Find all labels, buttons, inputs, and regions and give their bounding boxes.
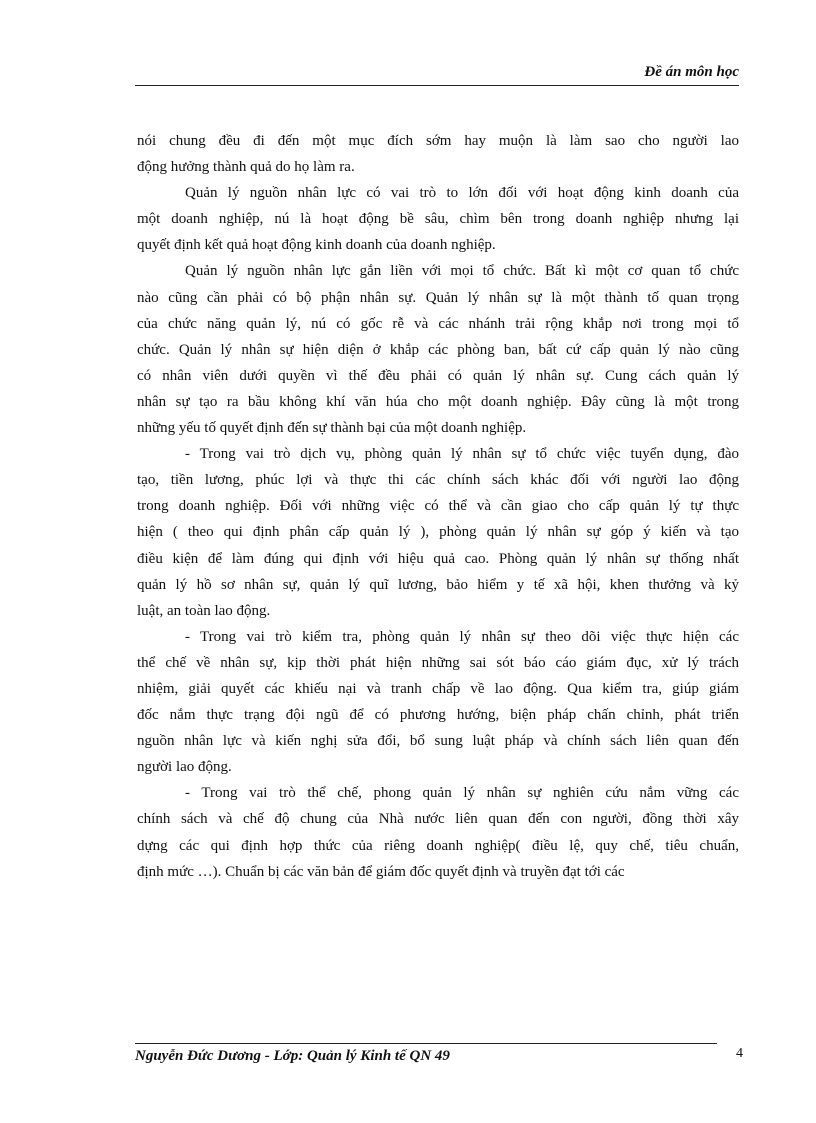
body-line: Quản lý nguồn nhân lực có vai trò to lớn đối với hoạt động kinh doanh của	[185, 185, 739, 202]
page-number: 4	[736, 1046, 743, 1061]
body-line: tạo, tiền lương, phúc lợi và thực thi các chính sách khác đối với người lao động	[137, 472, 739, 489]
body-line: dựng các qui định hợp thức của riêng doanh nghiệp( điều lệ, quy chế, tiêu chuẩn,	[137, 837, 739, 854]
body-line: điều kiện để làm đúng qui định với hiệu quả cao. Phòng quản lý nhân sự thống nhất	[137, 550, 739, 567]
header-title: Đề án môn học	[644, 64, 739, 80]
body-line: đốc nắm thực trạng đội ngũ để có phương hướng, biện pháp chấn chỉnh, phát triển	[137, 707, 739, 724]
body-line: động hưởng thành quả do họ làm ra.	[137, 159, 355, 176]
body-line: - Trong vai trò kiểm tra, phòng quản lý nhân sự theo dõi việc thực hiện các	[185, 628, 739, 645]
body-line: có nhân viên dưới quyền vì thế đều phải có quản lý nhân sự. Cung cách quản lý	[137, 367, 739, 384]
body-line: Quản lý nguồn nhân lực gắn liền với mọi tổ chức. Bất kì một cơ quan tổ chức	[185, 263, 739, 280]
body-line: - Trong vai trò dịch vụ, phòng quản lý nhân sự tổ chức việc tuyển dụng, đào	[185, 446, 739, 463]
body-line: nào cũng cần phải có bộ phận nhân sự. Quản lý nhân sự là một thành tố quan trọng	[137, 289, 739, 306]
body-line: hiện ( theo qui định phân cấp quản lý ), phòng quản lý nhân sự góp ý kiến và tạo	[137, 524, 739, 541]
footer-author: Nguyễn Đức Dương - Lớp: Quản lý Kinh tế QN 49	[135, 1048, 450, 1064]
body-line: một doanh nghiệp, nú là hoạt động bề sâu, chìm bên trong doanh nghiệp nhưng lại	[137, 211, 739, 228]
body-line: nguồn nhân lực và kiến nghị sửa đổi, bổ sung luật pháp và chính sách liên quan đến	[137, 733, 739, 750]
body-line: thể chế về nhân sự, kịp thời phát hiện những sai sót báo cáo giám đục, xử lý trách	[137, 654, 739, 671]
body-line: nói chung đều đi đến một mục đích sớm hay muộn là làm sao cho người lao	[137, 133, 739, 149]
body-line: nhân sự tạo ra bầu không khí văn húa cho một doanh nghiệp. Đây cũng là một trong	[137, 393, 739, 410]
body-line: định mức …). Chuẩn bị các văn bản để giám đốc quyết định và truyền đạt tới các	[137, 863, 625, 880]
body-line: luật, an toàn lao động.	[137, 602, 271, 619]
body-line: chính sách và chế độ chung của Nhà nước liên quan đến con người, đồng thời xây	[137, 811, 739, 828]
body-line: nhiệm, giải quyết các khiếu nại và tranh chấp về lao động. Qua kiểm tra, giúp giám	[137, 680, 739, 697]
body-line: - Trong vai trò thể chế, phong quản lý nhân sự nghiên cứu nắm vững các	[185, 785, 739, 802]
body-line: người lao động.	[137, 759, 232, 776]
body-line: quản lý hồ sơ nhân sự, quản lý quĩ lương, bảo hiểm y tế xã hội, khen thưởng và kỷ	[137, 576, 739, 593]
body-line: chức. Quản lý nhân sự hiện diện ở khắp các phòng ban, bất cứ cấp quản lý nào cũng	[137, 341, 739, 358]
body-line: quyết định kết quả hoạt động kinh doanh của doanh nghiệp.	[137, 237, 496, 254]
header-divider	[135, 85, 739, 86]
body-line: của chức năng quản lý, nú có gốc rễ và các nhánh trải rộng khắp nơi trong mọi tổ	[137, 315, 739, 332]
body-line: trong doanh nghiệp. Đối với những việc có thể và cần giao cho cấp quản lý tự thực	[137, 498, 739, 515]
page-header	[135, 64, 739, 86]
body-line: những yếu tố quyết định đến sự thành bại của một doanh nghiệp.	[137, 420, 527, 437]
body-text	[137, 128, 739, 885]
footer-divider	[135, 1043, 717, 1044]
